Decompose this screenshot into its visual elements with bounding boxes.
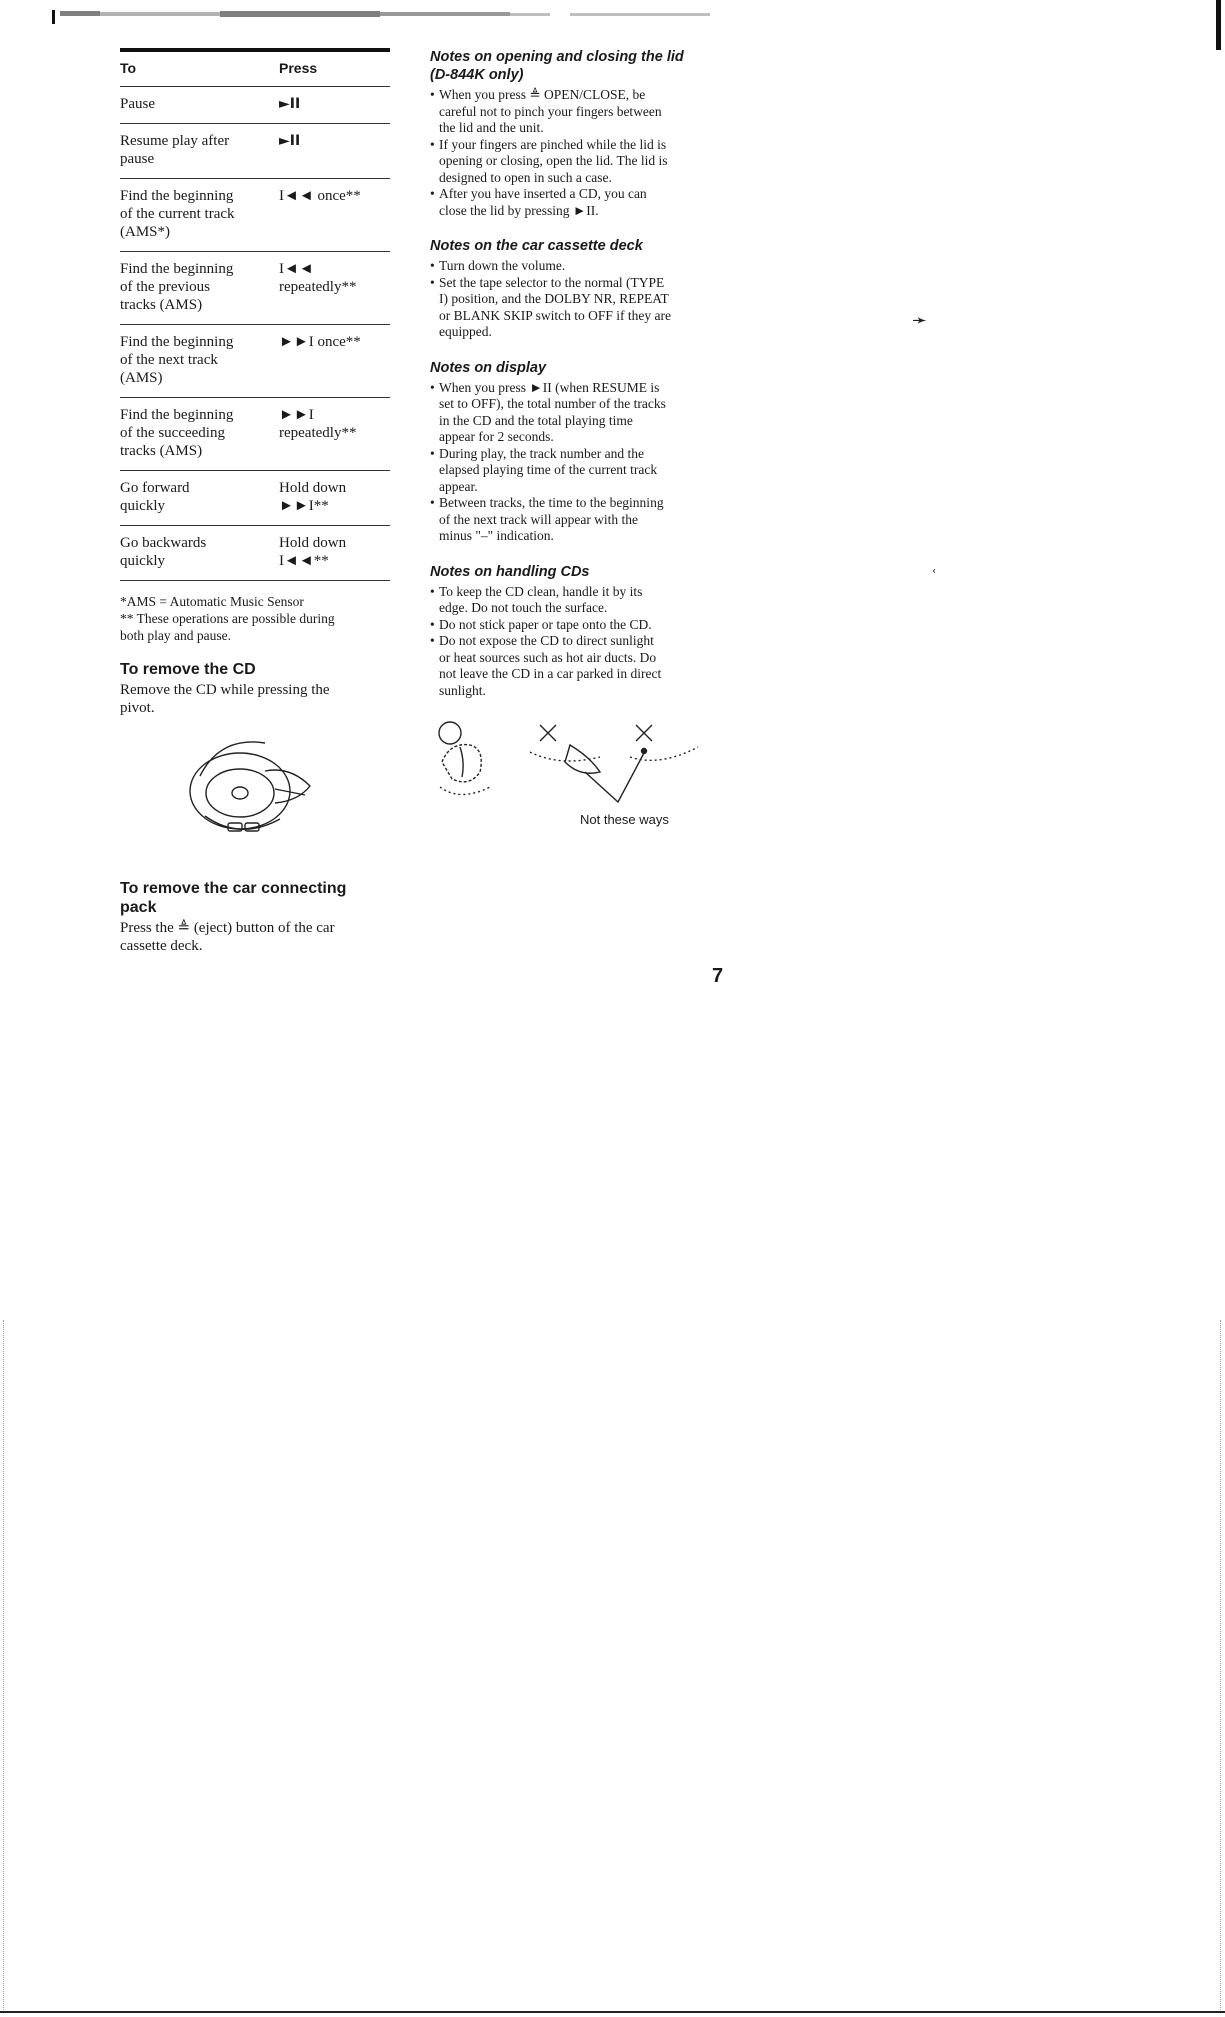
remove-car-pack-body: Press the ≜ (eject) button of the car cassette deck. [120, 920, 335, 954]
notes-car-deck-section [430, 237, 700, 341]
scan-bottom-rule [0, 2011, 1225, 2013]
list-item: • Between tracks, the time to the beginning of the next track will appear with the minus "–" indication. [430, 495, 700, 545]
remove-cd-body: Remove the CD while pressing the pivot. [120, 682, 330, 716]
list-item: • When you press ≜ OPEN/CLOSE, be careful not to pinch your fingers between the lid and the unit. [430, 87, 700, 137]
circle-mark-icon [439, 722, 461, 744]
remove-cd-heading: To remove the CD [120, 661, 256, 678]
table-row [120, 124, 390, 179]
margin-tick-mark: ‹ [932, 566, 936, 577]
table-cell-press: ►II [279, 96, 301, 112]
table-cell-press: Hold down I◄◄** [279, 535, 347, 569]
table-header-to: To [120, 60, 137, 76]
margin-arrow-mark: ➛ [912, 310, 928, 331]
scan-edge-bar [1216, 0, 1221, 50]
table-cell-press: I◄◄ repeatedly** [279, 261, 357, 295]
table-row [120, 526, 390, 581]
list-item: • If your fingers are pinched while the lid is opening or closing, open the lid. The lid is designed to open in such a case. [430, 137, 700, 187]
notes-display-section [430, 359, 700, 545]
table-cell-action: Find the beginning of the previous tracks (AMS) [120, 261, 234, 313]
table-cell-press: I◄◄ once** [279, 188, 361, 204]
table-cell-press: ►►I repeatedly** [279, 407, 357, 441]
list-item: • During play, the track number and the elapsed playing time of the current track appear. [430, 446, 700, 496]
cd-removal-illustration [180, 731, 320, 841]
scan-noise-band [0, 0, 1225, 26]
notes-display-heading: Notes on display [430, 359, 547, 376]
table-cell-action: Go forward quickly [120, 480, 190, 514]
table-header [120, 52, 390, 87]
cd-handling-illustration [430, 717, 710, 837]
illustration-caption: Not these ways [580, 812, 669, 827]
table-row [120, 325, 390, 398]
page-number: 7 [712, 965, 724, 987]
table-row [120, 398, 390, 471]
table-row [120, 87, 390, 124]
list-item: • Set the tape selector to the normal (TYPE I) position, and the DOLBY NR, REPEAT or BLANK SKIP switch to OFF if they are equipped. [430, 275, 700, 341]
remove-car-pack-section [120, 879, 390, 955]
remove-cd-section [120, 660, 390, 717]
table-footnotes: *AMS = Automatic Music Sensor ** These operations are possible during both play and pause. [120, 594, 335, 643]
remove-car-pack-heading: To remove the car connecting pack [120, 880, 347, 916]
notes-lid-heading: Notes on opening and closing the lid (D-844K only) [430, 49, 684, 83]
table-row [120, 179, 390, 252]
notes-handling-heading: Notes on handling CDs [430, 563, 590, 580]
list-item: • Turn down the volume. [430, 258, 700, 275]
x-mark-icon [540, 725, 556, 741]
list-item: • When you press ►II (when RESUME is set to OFF), the total number of the tracks in the CD and the total playing time appear for 2 seconds. [430, 380, 700, 446]
list-item: • After you have inserted a CD, you can close the lid by pressing ►II. [430, 186, 700, 219]
table-row [120, 252, 390, 325]
x-mark-icon [636, 725, 652, 741]
notes-lid-section [430, 48, 700, 219]
table-cell-press: Hold down ►►I** [279, 480, 347, 514]
scan-dotted-margin-left [3, 1320, 5, 2010]
right-column [430, 48, 700, 837]
scan-dotted-margin-right [1220, 1320, 1222, 2010]
table-cell-action: Pause [120, 96, 155, 112]
list-item: • To keep the CD clean, handle it by its edge. Do not touch the surface. [430, 584, 700, 617]
notes-handling-section [430, 563, 700, 700]
table-cell-press: ►►I once** [279, 334, 361, 350]
table-cell-action: Resume play after pause [120, 133, 230, 167]
notes-car-deck-heading: Notes on the car cassette deck [430, 238, 643, 254]
list-item: • Do not stick paper or tape onto the CD. [430, 617, 700, 634]
table-cell-action: Find the beginning of the succeeding tracks (AMS) [120, 407, 234, 459]
table-cell-action: Find the beginning of the next track (AMS) [120, 334, 234, 386]
list-item: • Do not expose the CD to direct sunlight or heat sources such as hot air ducts. Do not leave the CD in a car parked in direct sunlight. [430, 633, 700, 699]
table-row [120, 471, 390, 526]
left-column [120, 48, 390, 955]
table-header-press: Press [279, 60, 318, 76]
table-cell-action: Go backwards quickly [120, 535, 207, 569]
table-cell-press: ►II [279, 133, 301, 149]
table-cell-action: Find the beginning of the current track (AMS*) [120, 188, 235, 240]
